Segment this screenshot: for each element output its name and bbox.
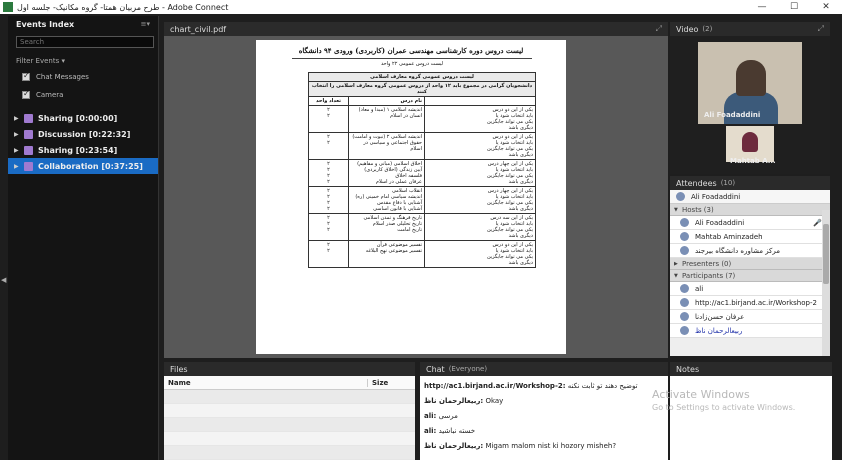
table-header-units: تعداد واحد [309, 97, 349, 106]
group-label: Presenters (0) [682, 259, 732, 268]
files-pod-header [164, 362, 415, 376]
table-caption: دانشجویان گرامی در مجموع باید ۱۲ واحد از دروس عمومی گروه معارف اسلامی را انتخاب کنند [309, 82, 536, 97]
video-pod-header [670, 22, 830, 36]
event-label: Collaboration [0:37:25] [38, 161, 143, 171]
list-item [164, 446, 415, 460]
chat-pod-header [420, 362, 668, 376]
chat-pod [420, 362, 668, 460]
chat-messages [420, 376, 668, 457]
event-item-sharing-1[interactable] [8, 110, 158, 126]
chat-audience: (Everyone) [448, 365, 488, 373]
event-icon [24, 162, 33, 171]
share-pod [164, 22, 668, 358]
attendee-row[interactable] [670, 230, 830, 244]
participant-head [736, 60, 766, 96]
table-cell: ۲ ۲ [309, 106, 349, 133]
fullscreen-icon[interactable]: ⤢ [817, 24, 824, 33]
user-icon [676, 192, 685, 201]
table-cell: ۲ ۲ [309, 241, 349, 268]
files-pod [164, 362, 415, 460]
expand-arrow-icon[interactable]: ▶ [14, 130, 19, 138]
participant-icon [680, 298, 689, 307]
chat-sender: ali: [424, 412, 437, 420]
event-label: Discussion [0:22:32] [38, 129, 131, 139]
event-icon [24, 146, 33, 155]
minimize-button[interactable]: — [757, 2, 767, 12]
course-table [308, 72, 536, 268]
table-row [309, 133, 536, 160]
table-cell: یکی از این چهار درس باید انتخاب شود یا یکی می تواند جایگزین دیگری باشد [425, 187, 536, 214]
checkbox-checked-icon[interactable] [22, 91, 30, 99]
chat-sender: ali: [424, 427, 437, 435]
collapse-arrow-icon[interactable]: ◀ [1, 276, 7, 284]
group-hosts[interactable] [670, 204, 830, 216]
attendee-row[interactable] [670, 296, 830, 310]
chat-pod-title: Chat [426, 364, 445, 374]
participant-icon [680, 312, 689, 321]
video-label-2: Mahtab A... [730, 157, 776, 165]
window-title: طرح مربیان همتا- گروه مکانیک- جلسه اول - Adobe Connect [17, 2, 229, 12]
close-button[interactable]: ✕ [822, 2, 830, 12]
attendee-name: مرکز مشاوره دانشگاه بیرجند [695, 246, 780, 255]
chat-sender: ربیعالرحمان ناظ: [424, 397, 484, 405]
attendee-name: http://ac1.birjand.ac.ir/Workshop-2 [695, 298, 817, 307]
table-cell: انقلاب اسلامی اندیشه سیاسی امام خمینی (ره) آشنایی با دفاع مقدس آشنایی با قانون اساسی [349, 187, 425, 214]
table-cell: ۲ ۲ ۲ [309, 214, 349, 241]
attendee-name: Ali Foadaddini [695, 218, 745, 227]
watermark-line-2: Go to Settings to activate Windows. [652, 403, 796, 412]
attendees-pod-title: Attendees [676, 178, 717, 188]
table-cell: یکی از این دو درس باید انتخاب شود یا یکی می تواند جایگزین دیگری باشد [425, 106, 536, 133]
chat-message [424, 379, 664, 394]
participant-head [742, 132, 758, 152]
host-icon [680, 246, 689, 255]
checkbox-checked-icon[interactable] [22, 73, 30, 81]
chat-text: Migam malom nist ki hozory misheh? [485, 442, 617, 450]
attendee-name: ربیعالرحمان ناظ [695, 326, 743, 335]
event-icon [24, 130, 33, 139]
adobe-connect-icon [3, 2, 13, 12]
activate-windows-watermark [652, 388, 795, 414]
table-header-name: نام درس [349, 97, 425, 106]
chat-text: خسته نباشید [438, 427, 476, 435]
collapse-arrow-icon[interactable]: ▼ [674, 206, 678, 213]
current-user-row[interactable] [670, 190, 830, 204]
table-cell: یکی از این سه درس باید انتخاب شود یا یکی می تواند جایگزین دیگری باشد [425, 214, 536, 241]
checkbox-label: Camera [36, 91, 64, 99]
document-heading: لیست دروس دوره کارشناسی مهندسی عمران (کاربردی) ورودی ۹۴ دانشگاه [298, 46, 524, 55]
group-presenters[interactable] [670, 258, 830, 270]
event-item-sharing-2[interactable] [8, 142, 158, 158]
table-caption: لیست دروس عمومی گروه معارف اسلامی [309, 73, 536, 82]
current-user-name: Ali Foadaddini [691, 192, 741, 201]
chat-message [424, 439, 664, 454]
chat-message [424, 394, 664, 409]
event-icon [24, 114, 33, 123]
host-icon [680, 218, 689, 227]
table-cell: تفسیر موضوعی قرآن تفسیر موضوعی نهج البلاغه [349, 241, 425, 268]
expand-arrow-icon[interactable]: ▶ [14, 114, 19, 122]
events-index-panel [8, 16, 159, 460]
video-count: (2) [702, 25, 713, 33]
column-name[interactable]: Name [168, 378, 191, 387]
participant-body [724, 92, 778, 124]
list-item [164, 418, 415, 432]
participant-icon [680, 326, 689, 335]
events-index-title: Events Index [16, 19, 75, 29]
event-label: Sharing [0:23:54] [38, 145, 118, 155]
group-label: Participants (7) [682, 271, 736, 280]
table-cell: اندیشه اسلامی ۱ (مبدا و معاد) انسان در اسلام [349, 106, 425, 133]
chat-sender: http://ac1.birjand.ac.ir/Workshop-2: [424, 382, 566, 390]
column-size[interactable]: Size [367, 379, 415, 387]
list-item [164, 432, 415, 446]
attendee-row[interactable] [670, 324, 830, 338]
files-pod-title: Files [170, 364, 188, 374]
table-cell: ۲ ۲ ۲ ۲ [309, 160, 349, 187]
notes-pod-header [670, 362, 832, 376]
table-row [309, 187, 536, 214]
attendee-name: Mahtab Aminzadeh [695, 232, 763, 241]
video-pod-title: Video [676, 24, 699, 34]
chat-text: توضیح دهند تو ثابت نکنه [567, 382, 638, 390]
event-item-collaboration[interactable] [8, 158, 158, 174]
notes-pod-title: Notes [676, 364, 700, 374]
table-cell: اخلاق اسلامی (مبانی و مفاهیم) آیین زندگی (اخلاق کاربردی) فلسفه اخلاق عرفان عملی در اسلام [349, 160, 425, 187]
events-search-input[interactable] [16, 36, 154, 48]
chat-sender: ربیعالرحمان ناظ: [424, 442, 484, 450]
events-index-header [8, 16, 158, 32]
attendee-row[interactable] [670, 216, 830, 230]
chat-message [424, 424, 664, 439]
heading-divider [292, 58, 532, 59]
expand-arrow-icon[interactable]: ▶ [14, 162, 19, 170]
table-cell: ۲ ۲ ۲ ۲ [309, 187, 349, 214]
list-item [164, 390, 415, 404]
participant-icon [680, 284, 689, 293]
table-cell: ۲ ۲ [309, 133, 349, 160]
attendee-row[interactable] [670, 282, 830, 296]
pdf-page [256, 40, 566, 354]
table-cell: اندیشه اسلامی ۲ (نبوت و امامت) حقوق اجتماعی و سیاسی در اسلام [349, 133, 425, 160]
scrollbar-thumb[interactable] [823, 224, 829, 284]
chat-messages-checkbox[interactable] [8, 68, 158, 86]
checkbox-label: Chat Messages [36, 73, 89, 81]
attendee-name: عرفان حسن‌زادنا [695, 312, 745, 321]
video-label-1: Ali Foadaddini [704, 111, 761, 119]
table-row [309, 241, 536, 268]
group-label: Hosts (3) [682, 205, 714, 214]
expand-arrow-icon[interactable]: ▶ [14, 146, 19, 154]
attendee-row[interactable] [670, 310, 830, 324]
files-column-headers [164, 376, 415, 390]
fullscreen-icon[interactable]: ⤢ [655, 24, 662, 33]
attendees-pod-header [670, 176, 830, 190]
event-item-discussion[interactable] [8, 126, 158, 142]
table-header-desc [425, 97, 536, 106]
attendees-scrollbar[interactable] [822, 210, 830, 356]
attendees-count: (10) [720, 179, 736, 187]
camera-checkbox[interactable] [8, 86, 158, 104]
group-participants[interactable] [670, 270, 830, 282]
expand-arrow-icon[interactable]: ▶ [674, 260, 678, 267]
microphone-icon: 🎤 [813, 218, 822, 227]
table-cell: یکی از این چهار درس باید انتخاب شود یا یکی می تواند جایگزین دیگری باشد [425, 160, 536, 187]
filter-events-dropdown[interactable]: Filter Events ▾ [16, 57, 65, 65]
table-cell: یکی از این دو درس باید انتخاب شود یا یکی می تواند جایگزین دیگری باشد [425, 241, 536, 268]
window-titlebar [0, 0, 842, 14]
document-subheading: لیست دروس عمومی ۲۲ واحد [380, 61, 444, 67]
events-menu-icon[interactable]: ≡▾ [140, 20, 150, 28]
table-cell: تاریخ فرهنگ و تمدن اسلامی تاریخ تحلیلی صدر اسلام تاریخ امامت [349, 214, 425, 241]
share-pod-header [164, 22, 668, 36]
files-list [164, 390, 415, 460]
watermark-line-1: Activate Windows [652, 388, 750, 401]
list-item [164, 404, 415, 418]
event-label: Sharing [0:00:00] [38, 113, 118, 123]
video-pod [670, 22, 830, 174]
table-row [309, 160, 536, 187]
chat-text: Okay [485, 397, 504, 405]
attendees-pod [670, 176, 830, 356]
table-row [309, 214, 536, 241]
host-icon [680, 232, 689, 241]
chat-text: مرسی [438, 412, 458, 420]
table-cell: یکی از این دو درس باید انتخاب شود یا یکی می تواند جایگزین دیگری باشد [425, 133, 536, 160]
share-pod-title: chart_civil.pdf [170, 24, 227, 34]
attendee-name: ali [695, 284, 704, 293]
collapse-arrow-icon[interactable]: ▼ [674, 272, 678, 279]
maximize-button[interactable]: ☐ [789, 2, 799, 12]
chat-message [424, 409, 664, 424]
table-row [309, 106, 536, 133]
attendee-row[interactable] [670, 244, 830, 258]
